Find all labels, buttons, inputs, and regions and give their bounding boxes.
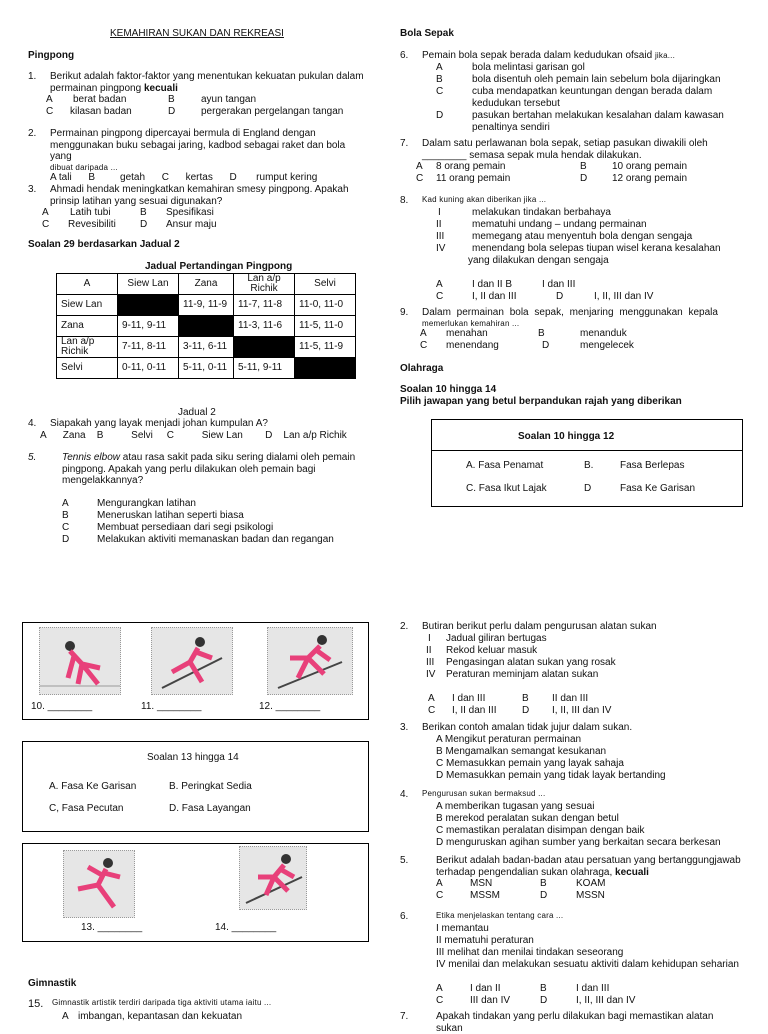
table-header-cell: A [57, 274, 118, 295]
soalan-29-note: Soalan 29 berdasarkan Jadual 2 [28, 239, 180, 250]
table-cell: 5-11, 9-11 [234, 358, 295, 379]
option-b: Fasa Berlepas [620, 460, 685, 471]
instructions: Pilih jawapan yang betul berpandukan rajah yang diberikan [400, 396, 682, 407]
table-header-cell: Selvi [295, 274, 356, 295]
table-header-row [57, 274, 356, 295]
table-cell: 9-11, 9-11 [118, 316, 179, 337]
option-a: A. Fasa Penamat [466, 460, 544, 471]
table-cell: 7-11, 8-11 [118, 337, 179, 358]
table-cell-blank [234, 337, 295, 358]
table-cell: Lan a/p Richik [57, 337, 118, 358]
question-r2: 2. Butiran berikut perlu dalam pengurusan alatan sukan I Jadual giliran bertugas II Rekod keluar masuk III Pengasingan alatan sukan yang rosak IV Peraturan meminjam alatan sukan A I dan III B II dan III C I, II dan III D I, II, III dan IV [400, 621, 657, 716]
table-cell: Zana [57, 316, 118, 337]
table-cell: 11-5, 11-0 [295, 316, 356, 337]
question-5: 5. Tennis elbow atau rasa sakit pada siku sering dialami oleh pemain pingpong. Apakah yang perlu dilakukan oleh pemain bagi mengelakkannya? A Mengurangkan latihan B Meneruskan latihan seperti biasa C Membuat persediaan dari segi psikologi D Melakukan aktiviti memanaskan badan dan regangan [28, 452, 356, 545]
table-row [57, 316, 356, 337]
answer-blank-10[interactable]: 10. ________ [31, 701, 93, 712]
table-cell: 11-9, 11-9 [179, 295, 234, 316]
question-3: 3. Ahmadi hendak meningkatkan kemahiran smesy pingpong. Apakah prinsip latihan yang sesuai digunakan? A Latih tubi B Spesifikasi C Revesibiliti D Ansur maju [28, 184, 349, 230]
table-header-cell: Zana [179, 274, 234, 295]
option-d: D. Fasa Layangan [169, 803, 251, 814]
options-box-13-14 [22, 741, 369, 832]
table-cell: 11-3, 11-6 [234, 316, 295, 337]
answer-blank-12[interactable]: 12. ________ [259, 701, 321, 712]
question-r7: 7. Apakah tindakan yang perlu dilakukan bagi memastikan alatan sukan [400, 1011, 714, 1034]
section-olahraga: Olahraga [400, 363, 444, 374]
table-caption: Jadual Pertandingan Pingpong [145, 261, 293, 272]
option-a: A. Fasa Ke Garisan [49, 781, 137, 792]
match-table [56, 273, 356, 379]
question-1: 1. Berikut adalah faktor-faktor yang menentukan kekuatan pukulan dalam permainan pingpong kecuali A berat badan B ayun tangan C kilasan badan D pergerakan pergelangan tangan [28, 71, 364, 117]
question-6: 6. Pemain bola sepak berada dalam kedudukan ofsaid jika... A bola melintasi garisan gol B bola disentuh oleh pemain lain sebelum bola dijaringkan C cuba mendapatkan keuntungan dengan berada dalam kedudukan tersebut D pasukan bertahan melakukan kesalahan dalam kawasan penaltinya sendiri [400, 50, 724, 133]
table-cell: 11-7, 11-8 [234, 295, 295, 316]
section-pingpong: Pingpong [28, 50, 75, 61]
sprinter-image-12 [267, 627, 353, 695]
soalan-10-14: Soalan 10 hingga 14 [400, 384, 497, 395]
table-cell: 11-0, 11-0 [295, 295, 356, 316]
table-cell-blank [118, 295, 179, 316]
options-box-10-12 [431, 419, 743, 507]
option-c: C, Fasa Pecutan [49, 803, 124, 814]
answer-blank-13[interactable]: 13. ________ [81, 922, 143, 933]
question-2: 2. Permainan pingpong dipercayai bermula di England dengan menggunakan buku sebagai jaring, kadbod sebagai raket dan bola yang dibuat daripada ... A tali B getah C kertas D rumput kering [28, 128, 346, 183]
option-d: Fasa Ke Garisan [620, 483, 696, 494]
page-title: KEMAHIRAN SUKAN DAN REKREASI [110, 28, 284, 39]
option-d-letter: D [584, 483, 592, 494]
question-r6: 6. Etika menjelaskan tentang cara ... I memantau II mematuhi peraturan III melihat dan menilai tindakan seseorang IV menilai dan melakukan sesuatu aktiviti dalam kehidupan seharian A I dan II B I dan III C III dan IV D I, II, III dan IV [400, 911, 739, 1006]
table-cell: Siew Lan [57, 295, 118, 316]
figure-box-10-12 [22, 622, 369, 720]
table-cell-blank [295, 358, 356, 379]
table-cell: Selvi [57, 358, 118, 379]
question-r4: 4. Pengurusan sukan bermaksud ... A memberikan tugasan yang sesuai B merekod peralatan sukan dengan betul C memastikan peralatan disimpan dengan baik D menguruskan agihan sumber yang berkaitan secara berkesan [400, 789, 721, 848]
table-row [57, 337, 356, 358]
sprinter-image-14 [239, 846, 307, 910]
table-cell: 5-11, 0-11 [179, 358, 234, 379]
table-cell: 3-11, 6-11 [179, 337, 234, 358]
question-r5: 5. Berikut adalah badan-badan atau persatuan yang bertanggungjawab terhadap pengendalian sukan olahraga, kecuali A MSN B KOAM C MSSM D MSSN [400, 855, 741, 901]
question-7: 7. Dalam satu perlawanan bola sepak, setiap pasukan diwakili oleh ________ semasa sepak mula hendak dilakukan. A 8 orang pemain B 10 orang pemain C 11 orang pemain D 12 orang pemain [400, 138, 708, 184]
table-cell: 11-5, 11-9 [295, 337, 356, 358]
table-row [57, 358, 356, 379]
table-row [57, 295, 356, 316]
answer-blank-14[interactable]: 14. ________ [215, 922, 277, 933]
question-4: 4. Siapakah yang layak menjadi johan kumpulan A? A Zana B Selvi C Siew Lan D Lan a/p Richik [28, 418, 347, 441]
table-cell-blank [179, 316, 234, 337]
option-b-letter: B. [584, 460, 594, 471]
table-header-cell: Siew Lan [118, 274, 179, 295]
section-bola-sepak: Bola Sepak [400, 28, 454, 39]
sprinter-image-11 [151, 627, 233, 695]
box-title: Soalan 10 hingga 12 [518, 431, 615, 442]
section-gimnastik: Gimnastik [28, 978, 77, 989]
sprinter-image-10 [39, 627, 121, 695]
table-header-cell: Lan a/p Richik [234, 274, 295, 295]
table-label: Jadual 2 [178, 407, 216, 418]
question-8: 8. Kad kuning akan diberikan jika ... I melakukan tindakan berbahaya II mematuhi undang – undang permainan III memegang atau menyentuh bola dengan sengaja IV menendang bola selepas tiupan wisel kerana kesalahan yang dilakukan dengan sengaja A I dan II B I dan III C I, II dan III D I, II, III dan IV [400, 195, 721, 302]
option-c: C. Fasa Ikut Lajak [466, 483, 547, 494]
question-15: 15. Gimnastik artistik terdiri daripada tiga aktiviti utama iaitu ... A imbangan, kepantasan dan kekuatan [28, 998, 272, 1022]
box-title: Soalan 13 hingga 14 [147, 752, 239, 763]
sprinter-image-13 [63, 850, 135, 918]
figure-box-13-14 [22, 843, 369, 942]
answer-blank-11[interactable]: 11. ________ [141, 701, 202, 712]
option-b: B. Peringkat Sedia [169, 781, 252, 792]
table-cell: 0-11, 0-11 [118, 358, 179, 379]
question-9: 9. Dalam permainan bola sepak, menjaring menggunakan kepala memerlukan kemahiran ... A menahan B menanduk C menendang D mengelecek [400, 307, 718, 351]
question-r3: 3. Berikan contoh amalan tidak jujur dalam sukan. A Mengikut peraturan permainan B Mengamalkan semangat kesukanan C Memasukkan pemain yang layak sahaja D Memasukkan pemain yang tidak layak bertanding [400, 722, 666, 781]
